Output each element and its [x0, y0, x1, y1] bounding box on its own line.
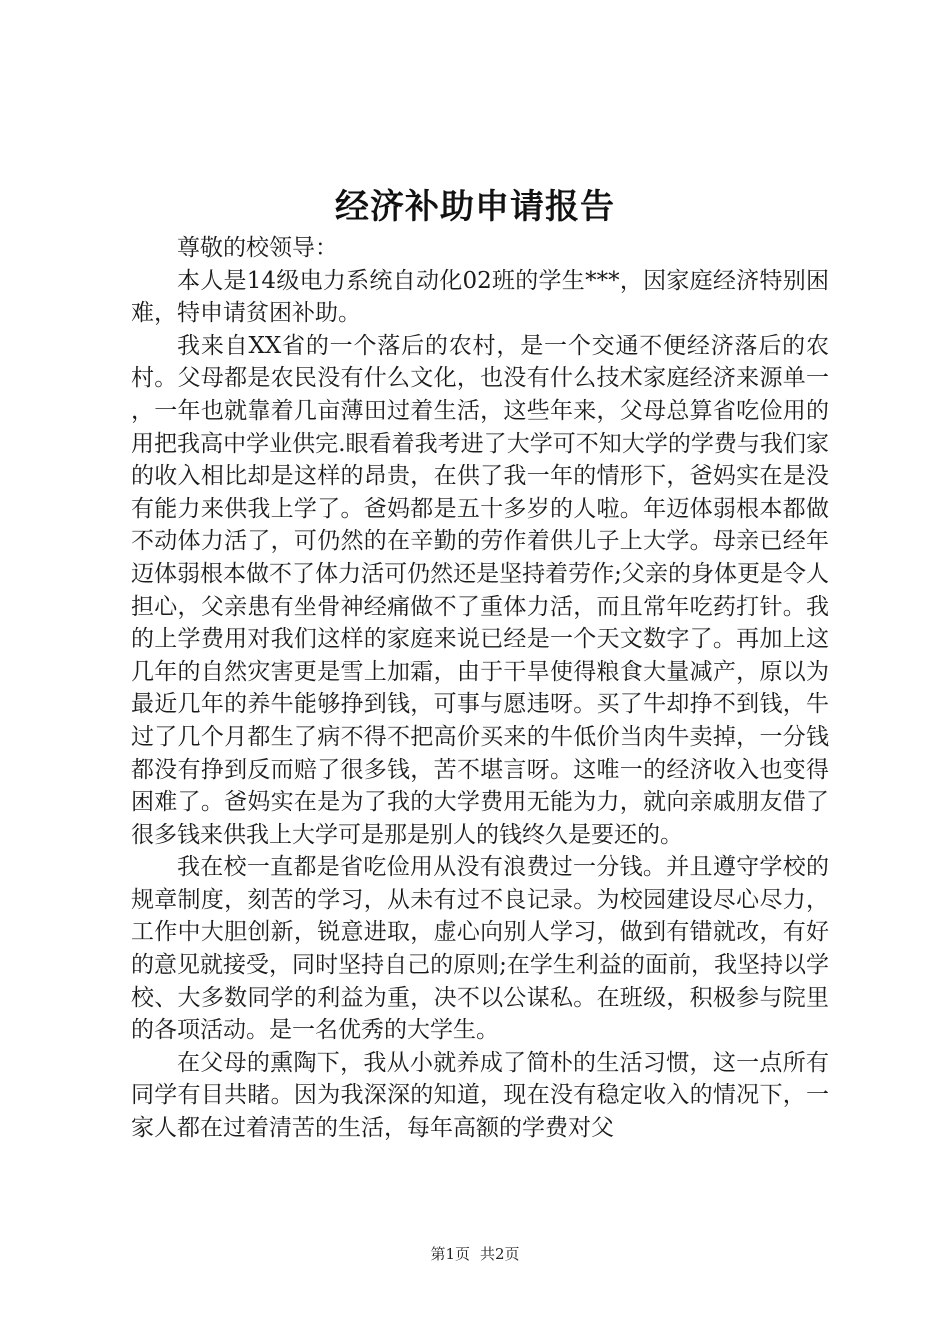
document-body [131, 232, 829, 1145]
paragraph-3: 我在校一直都是省吃俭用从没有浪费过一分钱。并且遵守学校的规章制度，刻苦的学习，从未有过不良记录。为校园建设尽心尽力，工作中大胆创新，锐意进取，虚心向别人学习，做到有错就改，有好的意见就接受，同时坚持自己的原则;在学生利益的面前，我坚持以学校、大多数同学的利益为重，决不以公谋私。在班级，积极参与院里的各项活动。是一名优秀的大学生。 [131, 854, 829, 1044]
salutation: 尊敬的校领导： [177, 235, 338, 261]
paragraph-2: 我来自XX省的一个落后的农村，是一个交通不便经济落后的农村。父母都是农民没有什么文化，也没有什么技术家庭经济来源单一，一年也就靠着几亩薄田过着生活，这些年来，父母总算省吃俭用的用把我高中学业供完.眼看着我考进了大学可不知大学的学费与我们家的收入相比却是这样的昂贵，在供了我一年的情形下，爸妈实在是没有能力来供我上学了。爸妈都是五十多岁的人啦。年迈体弱根本都做不动体力活了，可仍然的在辛勤的劳作着供儿子上大学。母亲已经年迈体弱根本做不了体力活可仍然还是坚持着劳作;父亲的身体更是令人担心，父亲患有坐骨神经痛做不了重体力活，而且常年吃药打针。我的上学费用对我们这样的家庭来说已经是一个天文数字了。再加上这几年的自然灾害更是雪上加霜，由于干旱使得粮食大量减产，原以为最近几年的养牛能够挣到钱，可事与愿违呀。买了牛却挣不到钱，牛过了几个月都生了病不得不把高价买来的牛低价当肉牛卖掉，一分钱都没有挣到反而赔了很多钱，苦不堪言呀。这唯一的经济收入也变得困难了。爸妈实在是为了我的大学费用无能为力，就向亲戚朋友借了很多钱来供我上大学可是那是别人的钱终久是要还的。 [131, 332, 829, 848]
page-footer [0, 1243, 950, 1265]
page-total: 共2页 [480, 1245, 520, 1263]
document-title: 经济补助申请报告 [335, 187, 615, 227]
paragraph-1: 本人是14级电力系统自动化02班的学生***，因家庭经济特别困难，特申请贫困补助。 [131, 267, 829, 327]
paragraph-4: 在父母的熏陶下，我从小就养成了简朴的生活习惯，这一点所有同学有目共睹。因为我深深的知道，现在没有稳定收入的情况下，一家人都在过着清苦的生活，每年高额的学费对父 [131, 1049, 829, 1142]
page-number: 第1页 [430, 1245, 470, 1263]
